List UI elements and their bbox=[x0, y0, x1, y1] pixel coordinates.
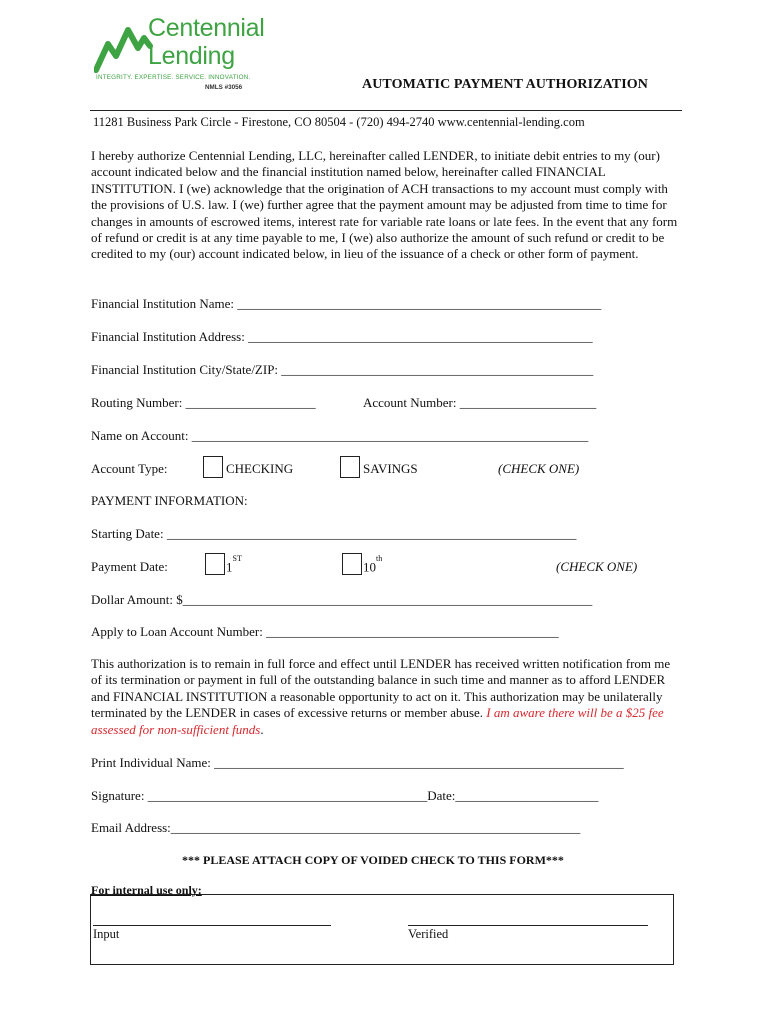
account-number-blank[interactable]: _____________________ bbox=[459, 395, 597, 410]
fi-name-label: Financial Institution Name: bbox=[91, 296, 238, 311]
authorization-terms: This authorization is to remain in full force and effect until LENDER has received written notification from me of its termination or payment in full of the outstanding balance in such time and manner as to afford LENDER and FINANCIAL INSTITUTION a reasonable opportunity to act on it. This authorization may be unilaterally terminated by the LENDER in cases of excessive returns or member abuse. I am aware there will be a $25 fee assessed for non-sufficient funds. bbox=[91, 656, 671, 737]
fi-city-label: Financial Institution City/State/ZIP: bbox=[91, 362, 282, 377]
authorization-intro: I hereby authorize Centennial Lending, LLC, hereinafter called LENDER, to initiate debit entries to my (our) account indicated below and the financial institution named below, hereinafter called FINANCIAL INSTITUTION. I (we) acknowledge that the origination of ACH transactions to my account must comply with the provisions of U.S. law. I (we) further agree that the payment amount may be adjusted from time to time for changes in amounts of escrowed items, interest rate for variable rate loans or late fees. In the event that any form of refund or credit is at any time payable to me, I (we) also authorize the amount of such refund or credit to be credited to my (our) account indicated below, in lieu of the issuance of a check or other form of payment. bbox=[91, 148, 678, 262]
signature-label: Signature: bbox=[91, 788, 148, 803]
fi-address-field[interactable] bbox=[91, 329, 593, 345]
verified-label: Verified bbox=[408, 927, 449, 941]
first-of-month-label: 1ST bbox=[226, 554, 242, 575]
fi-city-field[interactable] bbox=[91, 362, 593, 378]
loan-account-blank[interactable]: _____________________________________________ bbox=[266, 624, 559, 639]
tenth-of-month-checkbox[interactable] bbox=[342, 553, 362, 575]
loan-account-label: Apply to Loan Account Number: bbox=[91, 624, 267, 639]
savings-label: SAVINGS bbox=[363, 461, 418, 476]
fi-address-blank[interactable]: _____________________________________________________ bbox=[248, 329, 593, 344]
attach-voided-check-note: *** PLEASE ATTACH COPY OF VOIDED CHECK TO THIS FORM*** bbox=[182, 853, 564, 867]
fi-name-field[interactable] bbox=[91, 296, 601, 312]
routing-number-label: Routing Number: bbox=[91, 395, 186, 410]
print-name-blank[interactable]: _______________________________________________________________ bbox=[214, 755, 624, 770]
input-signature-rule bbox=[93, 925, 331, 926]
date-label: Date: bbox=[427, 788, 456, 803]
account-number-label: Account Number: bbox=[363, 395, 460, 410]
savings-checkbox[interactable] bbox=[340, 456, 360, 478]
starting-date-field[interactable] bbox=[91, 526, 576, 542]
routing-number-blank[interactable]: ____________________ bbox=[185, 395, 316, 410]
print-name-label: Print Individual Name: bbox=[91, 755, 215, 770]
checking-label: CHECKING bbox=[226, 461, 294, 476]
logo-tagline: INTEGRITY. EXPERTISE. SERVICE. INNOVATION. bbox=[96, 74, 251, 81]
internal-use-label: For internal use only: bbox=[91, 883, 202, 897]
starting-date-blank[interactable]: _______________________________________________________________ bbox=[166, 526, 577, 541]
starting-date-label: Starting Date: bbox=[91, 526, 167, 541]
payment-date-label: Payment Date: bbox=[91, 559, 168, 574]
nsf-fee-notice: I am aware there will be a $25 fee assessed for non-sufficient funds bbox=[91, 705, 664, 737]
verified-signature-rule bbox=[408, 925, 648, 926]
dollar-amount-blank[interactable]: _______________________________________________________________ bbox=[182, 592, 593, 607]
input-label: Input bbox=[93, 927, 120, 941]
check-one-note: (CHECK ONE) bbox=[498, 461, 580, 476]
name-on-account-blank[interactable]: _____________________________________________________________ bbox=[191, 428, 589, 443]
tenth-of-month-label: 10th bbox=[363, 554, 383, 575]
print-name-field[interactable] bbox=[91, 755, 624, 771]
title-divider bbox=[90, 110, 682, 111]
account-type-label: Account Type: bbox=[91, 461, 168, 476]
loan-account-field[interactable] bbox=[91, 624, 559, 640]
dollar-amount-field[interactable] bbox=[91, 592, 592, 608]
fi-address-label: Financial Institution Address: bbox=[91, 329, 249, 344]
email-field[interactable] bbox=[91, 820, 580, 836]
logo-name-line1: Centennial bbox=[148, 14, 265, 42]
mountain-logo-icon bbox=[94, 14, 156, 76]
checking-checkbox[interactable] bbox=[203, 456, 223, 478]
internal-use-box bbox=[90, 894, 674, 965]
email-blank[interactable]: _______________________________________________________________ bbox=[170, 820, 581, 835]
email-label: Email Address: bbox=[91, 820, 171, 835]
logo-nmls: NMLS #3056 bbox=[205, 84, 243, 91]
dollar-amount-label: Dollar Amount: $ bbox=[91, 592, 183, 607]
signature-field[interactable] bbox=[91, 788, 598, 804]
name-on-account-label: Name on Account: bbox=[91, 428, 192, 443]
routing-number-field[interactable] bbox=[91, 395, 316, 411]
signature-blank[interactable]: ___________________________________________ bbox=[147, 788, 428, 803]
payment-info-heading: PAYMENT INFORMATION: bbox=[91, 493, 248, 508]
fi-city-blank[interactable]: ________________________________________________ bbox=[281, 362, 594, 377]
first-of-month-checkbox[interactable] bbox=[205, 553, 225, 575]
logo-name-line2: Lending bbox=[148, 42, 235, 70]
check-one-note-2: (CHECK ONE) bbox=[556, 559, 638, 574]
name-on-account-field[interactable] bbox=[91, 428, 588, 444]
date-blank[interactable]: ______________________ bbox=[455, 788, 599, 803]
fi-name-blank[interactable]: ________________________________________________________ bbox=[237, 296, 602, 311]
account-number-field[interactable] bbox=[363, 395, 596, 411]
company-address: 11281 Business Park Circle - Firestone, CO 80504 - (720) 494-2740 www.centennial-lending.com bbox=[93, 115, 585, 129]
document-title: AUTOMATIC PAYMENT AUTHORIZATION bbox=[362, 77, 648, 92]
